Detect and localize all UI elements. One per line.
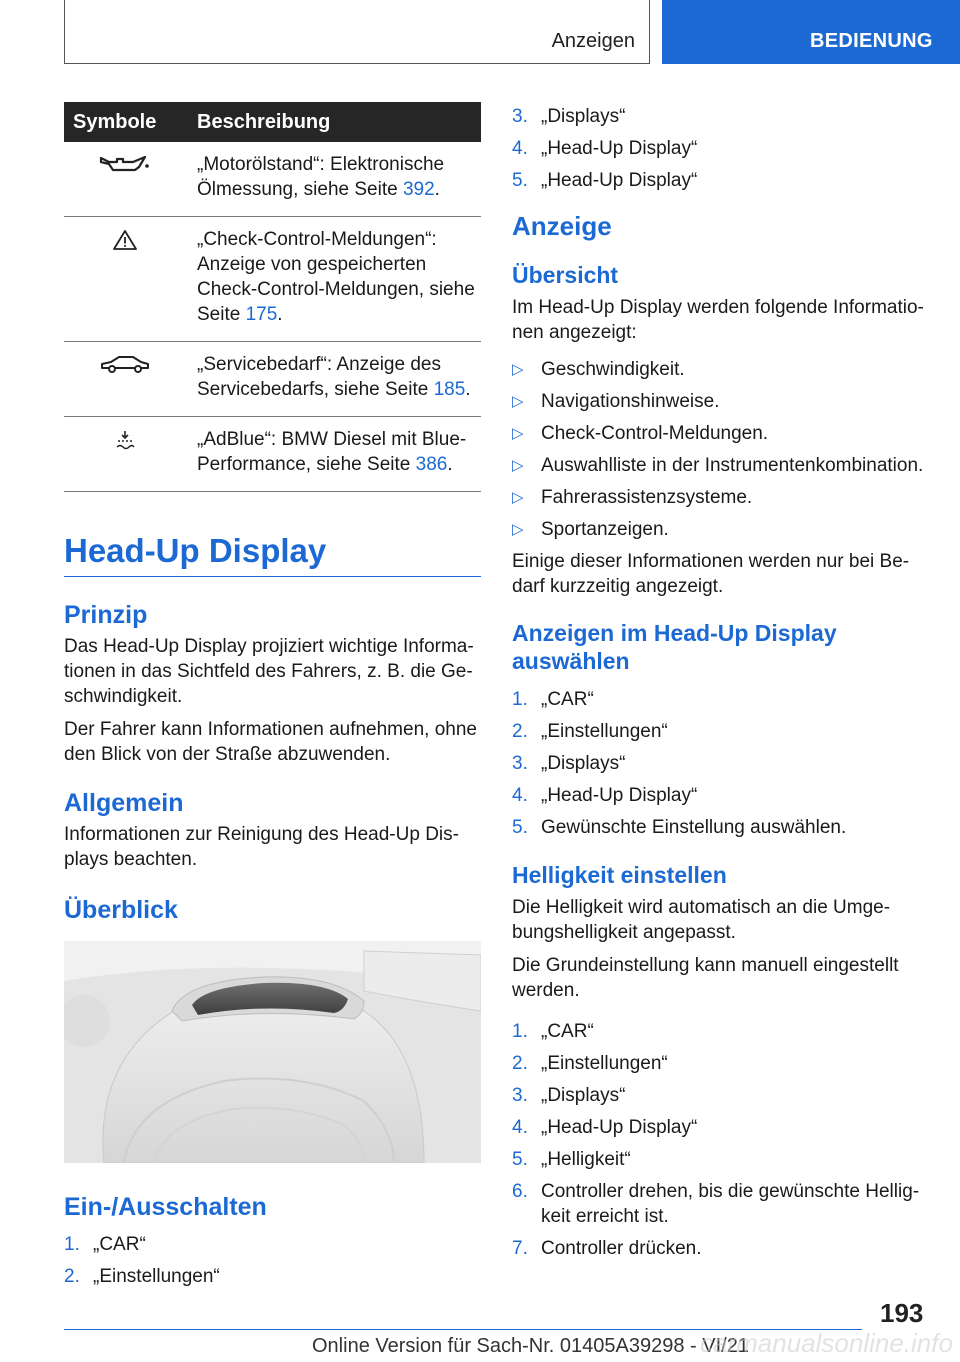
auswaehlen-steps xyxy=(512,687,932,840)
step-text: „Displays“ xyxy=(541,1085,626,1106)
allgemein-paragraph: Informationen zur Reinigung des Head-Up Dis-plays beachten. xyxy=(64,824,459,870)
auswaehlen-heading: Anzeigen im Head-Up Display auswählen xyxy=(512,620,837,674)
page-number: 193 xyxy=(880,1298,924,1328)
uebersicht-paragraph: Im Head-Up Display werden folgende Informatio-nen angezeigt: xyxy=(512,297,924,343)
table-header-symbole: Symbole xyxy=(64,102,185,142)
helligkeit-paragraph-1: Die Helligkeit wird automatisch an die Umge-bungshelligkeit angepasst. xyxy=(512,897,891,943)
list-item xyxy=(512,1115,932,1140)
step-text: „Head-Up Display“ xyxy=(541,138,698,159)
step-text: „Head-Up Display“ xyxy=(541,1117,698,1138)
step-number: 5. xyxy=(512,817,528,838)
step-number: 1. xyxy=(512,689,528,710)
ueberblick-heading: Überblick xyxy=(64,896,178,924)
hud-dashboard-illustration xyxy=(64,941,481,1163)
step-text: Controller drehen, bis die gewünschte Hellig-keit erreicht ist. xyxy=(541,1181,920,1227)
step-number: 3. xyxy=(512,753,528,774)
bullet-note: Einige dieser Informationen werden nur bei Be-darf kurzzeitig angezeigt. xyxy=(512,551,910,597)
bullet-triangle-icon: ▷ xyxy=(512,457,524,474)
list-item xyxy=(512,783,932,808)
list-item xyxy=(512,1147,932,1172)
bullet-triangle-icon: ▷ xyxy=(512,425,524,442)
bullet-triangle-icon: ▷ xyxy=(512,361,524,378)
step-number: 1. xyxy=(512,1021,528,1042)
step-text: „Einstellungen“ xyxy=(93,1266,220,1287)
header-section-label: Anzeigen xyxy=(551,30,635,52)
page-link[interactable]: 185 xyxy=(433,379,466,400)
prinzip-paragraph-2: Der Fahrer kann Informationen aufnehmen, ohne den Blick von der Straße abzuwenden. xyxy=(64,719,477,765)
ein-aus-steps-continued xyxy=(512,104,932,193)
step-text: Gewünschte Einstellung auswählen. xyxy=(541,817,847,838)
right-column xyxy=(512,102,932,1268)
row-text: „AdBlue“: BMW Diesel mit Blue-Performance, siehe Seite xyxy=(197,429,467,475)
row-end: . xyxy=(434,179,440,200)
head-up-display-photo xyxy=(64,941,481,1163)
bullet-text: Sportanzeigen. xyxy=(541,519,669,540)
step-text: „CAR“ xyxy=(541,689,594,710)
adblue-icon xyxy=(114,429,136,451)
list-item xyxy=(512,389,932,414)
info-bullet-list xyxy=(512,357,932,542)
list-item xyxy=(512,421,932,446)
helligkeit-steps xyxy=(512,1019,932,1261)
bullet-triangle-icon: ▷ xyxy=(512,521,524,538)
step-number: 2. xyxy=(64,1266,80,1287)
header-section-box xyxy=(64,0,650,64)
step-text: „Head-Up Display“ xyxy=(541,170,698,191)
step-number: 5. xyxy=(512,170,528,191)
watermark: carmanualsonline.info xyxy=(700,1328,953,1358)
step-text: „CAR“ xyxy=(541,1021,594,1042)
allgemein-heading: Allgemein xyxy=(64,789,184,817)
list-item xyxy=(64,1232,481,1257)
page-link[interactable]: 175 xyxy=(245,304,278,325)
list-item xyxy=(64,1264,481,1289)
list-item xyxy=(512,1236,932,1261)
list-item xyxy=(512,1083,932,1108)
row-end: . xyxy=(277,304,283,325)
list-item xyxy=(512,136,932,161)
step-number: 2. xyxy=(512,721,528,742)
row-text: „Check-Control-Meldungen“: Anzeige von gespeicherten Check-Control-Meldungen, siehe Seite xyxy=(197,229,475,325)
row-end: . xyxy=(465,379,471,400)
step-number: 6. xyxy=(512,1181,528,1202)
step-text: „Einstellungen“ xyxy=(541,1053,668,1074)
car-service-icon xyxy=(99,354,151,374)
step-number: 7. xyxy=(512,1238,528,1259)
table-row xyxy=(64,342,481,417)
list-item xyxy=(512,1179,932,1229)
page-link[interactable]: 386 xyxy=(415,454,448,475)
list-item xyxy=(512,1051,932,1076)
list-item xyxy=(512,168,932,193)
bullet-text: Check-Control-Meldungen. xyxy=(541,423,769,444)
table-row xyxy=(64,142,481,217)
prinzip-heading: Prinzip xyxy=(64,601,148,629)
step-text: „CAR“ xyxy=(93,1234,146,1255)
step-number: 5. xyxy=(512,1149,528,1170)
header-chapter-label: BEDIENUNG xyxy=(810,30,933,52)
ein-aus-steps xyxy=(64,1232,481,1289)
list-item xyxy=(512,517,932,542)
symbol-table xyxy=(64,102,481,492)
anzeige-heading: Anzeige xyxy=(512,211,612,241)
table-row xyxy=(64,417,481,492)
list-item xyxy=(512,485,932,510)
step-text: „Head-Up Display“ xyxy=(541,785,698,806)
list-item xyxy=(512,751,932,776)
left-column xyxy=(64,102,481,1296)
list-item xyxy=(512,815,932,840)
list-item xyxy=(512,104,932,129)
step-text: „Displays“ xyxy=(541,753,626,774)
step-text: „Helligkeit“ xyxy=(541,1149,631,1170)
step-text: Controller drücken. xyxy=(541,1238,702,1259)
bullet-text: Fahrerassistenzsysteme. xyxy=(541,487,753,508)
helligkeit-heading: Helligkeit einstellen xyxy=(512,862,727,888)
bullet-text: Navigationshinweise. xyxy=(541,391,720,412)
page-title: Head-Up Display xyxy=(64,532,481,577)
step-number: 4. xyxy=(512,1117,528,1138)
bullet-text: Auswahlliste in der Instrumentenkombination. xyxy=(541,455,924,476)
table-header-beschreibung: Beschreibung xyxy=(185,102,481,142)
page-link[interactable]: 392 xyxy=(402,179,435,200)
row-text: „Motorölstand“: Elektronische Ölmessung, siehe Seite xyxy=(197,154,445,200)
step-number: 2. xyxy=(512,1053,528,1074)
table-row xyxy=(64,217,481,342)
step-text: „Einstellungen“ xyxy=(541,721,668,742)
bullet-text: Geschwindigkeit. xyxy=(541,359,685,380)
step-number: 1. xyxy=(64,1234,80,1255)
step-number: 4. xyxy=(512,785,528,806)
header-chapter-tab xyxy=(662,0,960,64)
list-item xyxy=(512,687,932,712)
step-number: 3. xyxy=(512,1085,528,1106)
list-item xyxy=(512,453,932,478)
row-text: „Servicebedarf“: Anzeige des Servicebedarfs, siehe Seite xyxy=(197,354,441,400)
bullet-triangle-icon: ▷ xyxy=(512,393,524,410)
row-end: . xyxy=(447,454,453,475)
ein-aus-heading: Ein-/Ausschalten xyxy=(64,1193,267,1221)
oil-can-icon xyxy=(99,154,151,174)
step-text: „Displays“ xyxy=(541,106,626,127)
online-version-note: Online Version für Sach-Nr. 01405A39298 - VI/21 xyxy=(312,1335,749,1357)
step-number: 4. xyxy=(512,138,528,159)
bullet-triangle-icon: ▷ xyxy=(512,489,524,506)
prinzip-paragraph-1: Das Head-Up Display projiziert wichtige Informa-tionen in das Sichtfeld des Fahrers, z. B. die Ge-schwindigkeit. xyxy=(64,636,474,707)
list-item xyxy=(512,719,932,744)
list-item xyxy=(512,357,932,382)
step-number: 3. xyxy=(512,106,528,127)
list-item xyxy=(512,1019,932,1044)
warning-triangle-icon xyxy=(112,229,138,251)
uebersicht-heading: Übersicht xyxy=(512,262,619,288)
helligkeit-paragraph-2: Die Grundeinstellung kann manuell eingestellt werden. xyxy=(512,955,899,1001)
